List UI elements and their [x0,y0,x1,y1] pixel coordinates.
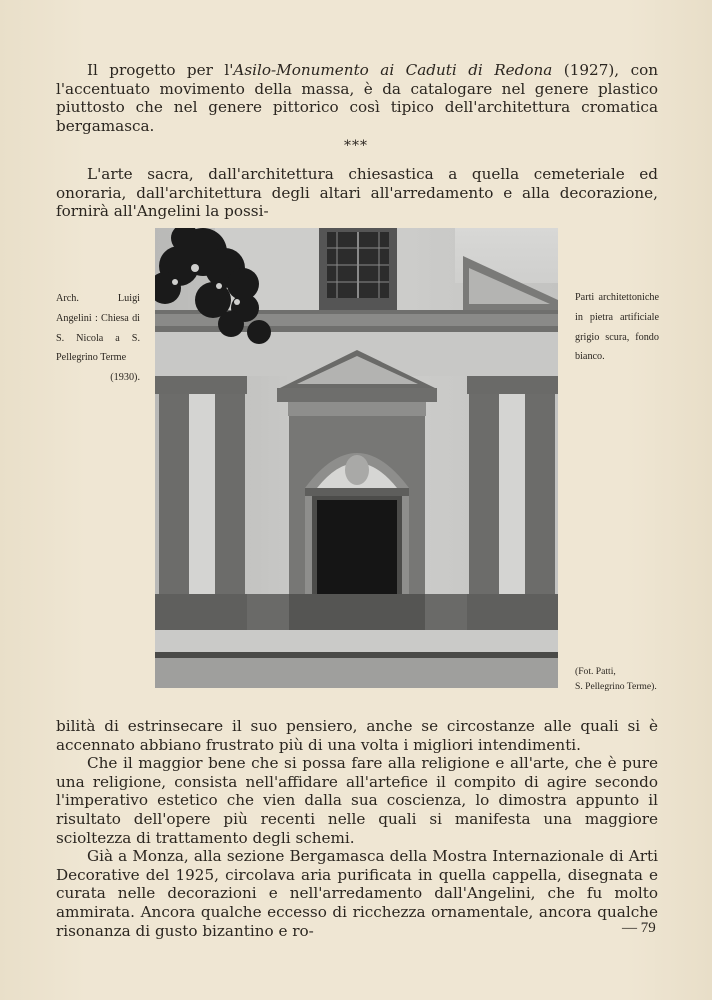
body-text-lower [56,717,658,940]
paragraph-3: bilità di estrinsecare il suo pensiero, anche se circostanze alle quali si è accennato abbiano frustrato più di una volta i migliori intendimenti. [56,717,658,754]
paragraph-5-text: Già a Monza, alla sezione Bergamasca della Mostra Internazionale di Arti Decorative del 1925, circolava aria purificata in quella cappella, disegnata e curata nelle decorazioni e nell'arredamento dall'Angelini, che fu molto ammirata. Ancora qualche eccesso di ricchezza ornamentale, ancora qualche risonanza di gusto bizantino e ro- [56,847,658,940]
caption-left-text: Arch. Luigi Angelini : Chiesa di S. Nicola a S. Pellegrino Terme [56,293,140,364]
paragraph-4 [56,754,658,847]
paragraph-5 [56,847,658,940]
paragraph-1-start: Il progetto per l' [87,61,234,79]
paragraph-4-text: Che il maggior bene che si possa fare alla religione e all'arte, che è pure una religione, consista nell'affidare all'artefice il compito di agire secondo l'imperativo estetico che vien dalla sua coscienza, lo dimostra appunto il risultato dell'opere più recenti nelle quali si manifesta una maggiore scioltezza di trattamento degli schemi. [56,754,658,847]
church-facade-illustration [155,228,558,688]
paragraph-2-text: L'arte sacra, dall'architettura chiesastica a quella cemeteriale ed onoraria, dall'architettura degli altari all'arredamento e alla decorazione, fornirà all'Angelini la possi- [56,165,658,221]
page-number: — 79 [622,920,656,936]
photo-caption-right: Parti architettoniche in pietra artificiale grigio scura, fondo bianco. [575,292,659,363]
photo-credit [575,665,675,694]
church-facade-photo [155,228,558,688]
paragraph-1-end: (1927), con l'accentuato movimento della massa, è da catalogare nel genere plastico piuttosto che nel genere pittorico così tipico dell'architettura cromatica bergamasca. [56,61,659,135]
paragraph-arte-sacra [56,165,658,221]
caption-left-year: (1930). [110,372,140,384]
photo-caption-left [56,289,140,388]
paragraph-asilo-monumento [56,61,658,135]
paragraph-1-italic-title: Asilo-Monumento ai Caduti di Redona [233,61,553,79]
photo-credit-line-2: S. Pellegrino Terme). [575,680,657,692]
photo-credit-line-1: (Fot. Patti, [575,666,616,677]
section-separator: *** [344,138,368,154]
